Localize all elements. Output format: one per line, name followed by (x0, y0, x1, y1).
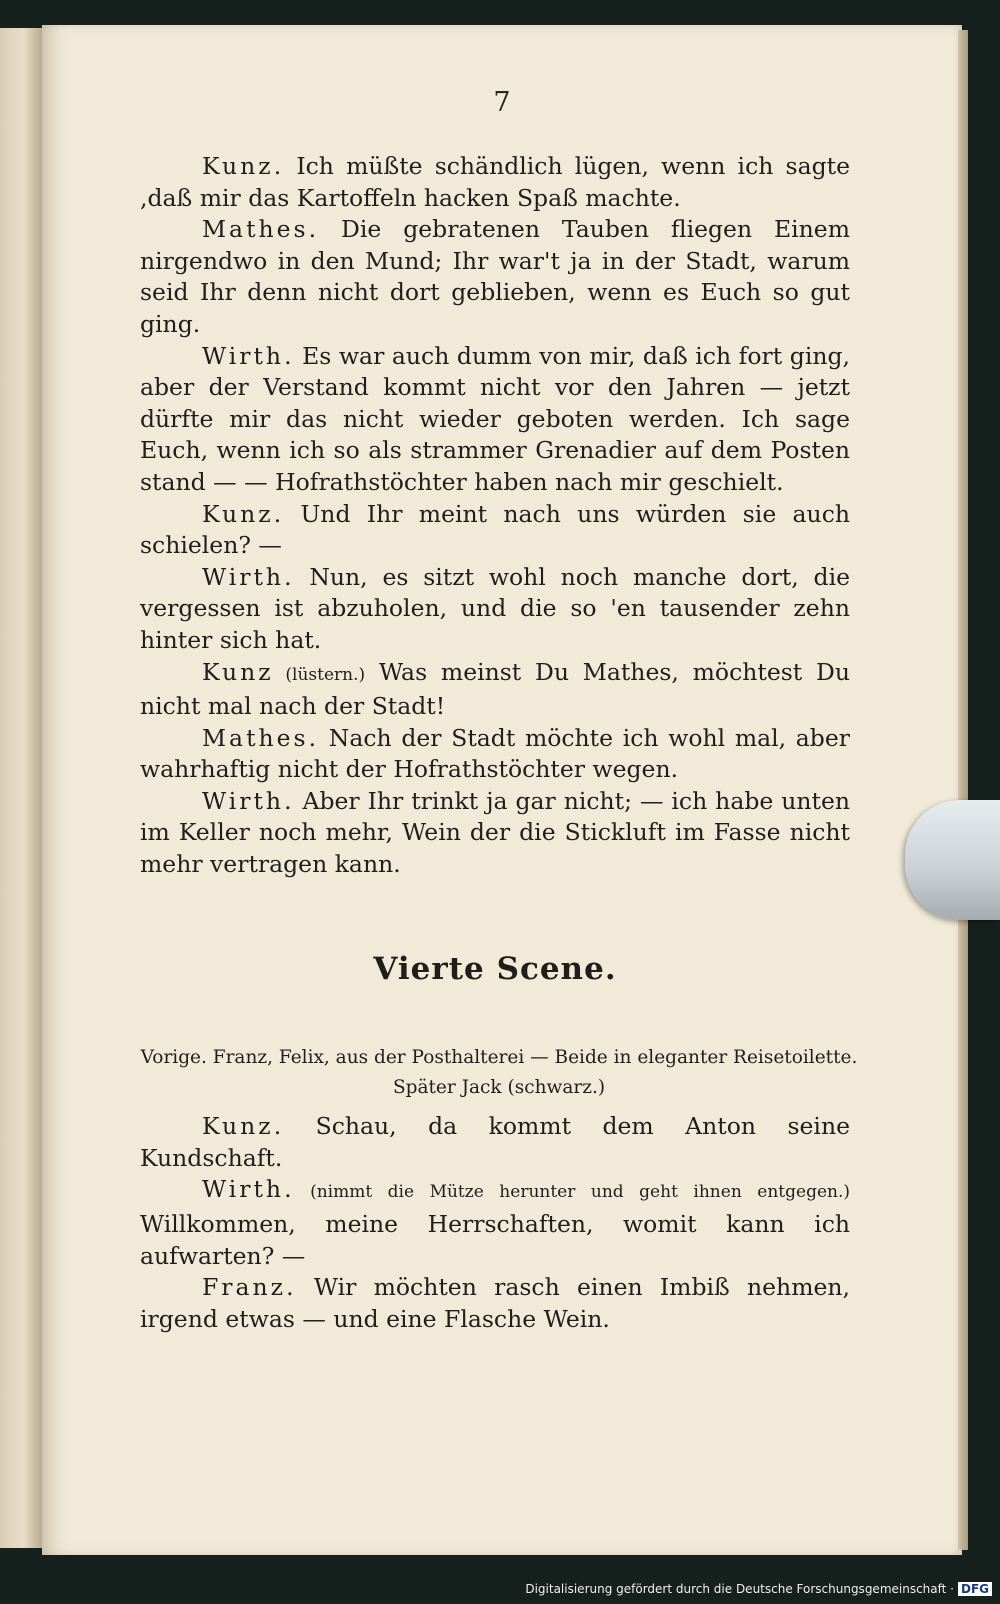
speaker-name: Kunz. (202, 152, 285, 180)
digitization-footer (525, 1582, 992, 1596)
speech-franz-1 (140, 1272, 850, 1335)
speaker-name: Franz. (202, 1273, 297, 1302)
speech-text: Schau, da kommt dem Anton seine Kundschaft. (140, 1112, 850, 1172)
page-number: 7 (493, 87, 511, 118)
speaker-name: Mathes. (202, 723, 320, 752)
speaker-name: Kunz. (202, 499, 285, 528)
stage-direction: (nimmt die Mütze herunter und geht ihnen entgegen.) (294, 1182, 850, 1203)
page-text (140, 151, 858, 1335)
speech-wirth-1 (140, 341, 850, 499)
speech-wirth-3 (140, 786, 850, 881)
speaker-name: Wirth. (202, 341, 295, 370)
speech-kunz-2 (140, 499, 850, 562)
speaker-name: Wirth. (202, 786, 295, 815)
speech-text: Nach der Stadt möchte ich wohl mal, aber wahrhaftig nicht der Hofrathstöchter wegen. (140, 723, 850, 784)
page-edge-right (958, 30, 968, 1550)
cast-list: Vorige. Franz, Felix, aus der Posthalterei — Beide in eleganter Reisetoilette. Später Jack (schwarz.) (140, 1047, 858, 1099)
speech-kunz-3 (140, 657, 850, 723)
speech-text: Die gebratenen Tauben fliegen Einem nirgendwo in den Mund; Ihr war't ja in der Stadt, warum seid Ihr denn nicht dort geblieben, wenn es Euch so gut ging. (140, 215, 850, 338)
book-page (42, 25, 962, 1555)
adjacent-page-edge (0, 28, 42, 1548)
speech-text: Aber Ihr trinkt ja gar nicht; — ich habe unten im Keller noch mehr, Wein der die Stickluft im Fasse nicht mehr vertragen kann. (140, 786, 850, 879)
scene-heading: Vierte Scene. (373, 950, 617, 987)
speaker-name: Kunz (202, 657, 274, 686)
speech-kunz-1 (140, 151, 850, 214)
dfg-logo: DFG (958, 1582, 992, 1596)
scanner-clip (905, 800, 1000, 920)
speech-mathes-2 (140, 723, 850, 786)
speech-text: Was meinst Du Mathes, möchtest Du nicht mal nach der Stadt! (140, 657, 850, 721)
speech-text: Ich müßte schändlich lügen, wenn ich sagte ,daß mir das Kartoffeln hacken Spaß machte. (140, 152, 850, 212)
stage-direction: (lüstern.) (273, 664, 366, 685)
speech-text: Wir möchten rasch einen Imbiß nehmen, irgend etwas — und eine Flasche Wein. (140, 1273, 850, 1333)
speaker-name: Kunz. (202, 1112, 285, 1141)
speech-mathes-1 (140, 214, 850, 340)
speech-text: Und Ihr meint nach uns würden sie auch schielen? — (140, 499, 850, 560)
speaker-name: Wirth. (202, 1175, 295, 1204)
speech-text: Es war auch dumm von mir, daß ich fort ging, aber der Verstand kommt nicht vor den Jahren — jetzt dürfte mir das nicht wieder geboten werden. Ich sage Euch, wenn ich so als strammer Grenadier auf dem Posten stand — — Hofrathstöchter haben nach mir geschielt. (140, 341, 850, 496)
speech-text: Nun, es sitzt wohl noch manche dort, die vergessen ist abzuholen, und die so 'en tausender zehn hinter sich hat. (140, 562, 850, 654)
speech-wirth-2 (140, 562, 850, 657)
speaker-name: Mathes. (202, 215, 320, 244)
speech-text: Willkommen, meine Herrschaften, womit kann ich aufwarten? — (140, 1210, 850, 1270)
speech-kunz-4 (140, 1111, 850, 1174)
speech-wirth-4 (140, 1174, 850, 1272)
speaker-name: Wirth. (202, 562, 295, 591)
footer-text: Digitalisierung gefördert durch die Deutsche Forschungsgemeinschaft · (525, 1582, 954, 1596)
